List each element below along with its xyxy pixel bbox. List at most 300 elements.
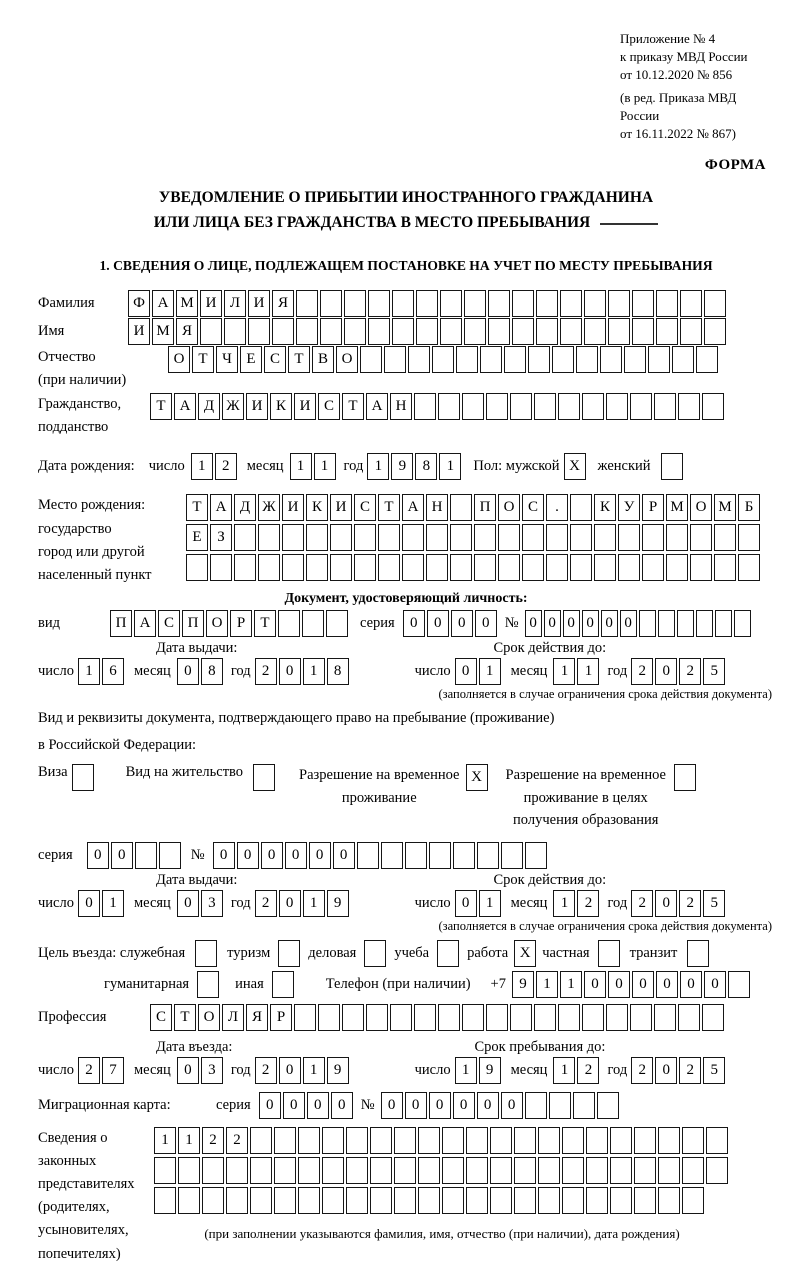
char-cell[interactable] xyxy=(480,346,502,373)
char-cell[interactable] xyxy=(690,524,712,551)
char-cell[interactable] xyxy=(210,554,232,581)
char-cell[interactable] xyxy=(418,1157,440,1184)
char-cell[interactable] xyxy=(234,554,256,581)
char-cell[interactable] xyxy=(504,346,526,373)
char-cell[interactable]: 0 xyxy=(429,1092,451,1119)
char-cell[interactable] xyxy=(490,1187,512,1214)
char-cell[interactable]: 0 xyxy=(381,1092,403,1119)
char-cell[interactable]: 8 xyxy=(415,453,437,480)
char-cell[interactable]: 2 xyxy=(215,453,237,480)
char-cell[interactable] xyxy=(738,554,760,581)
char-cell[interactable] xyxy=(378,524,400,551)
char-cell[interactable]: 5 xyxy=(703,1057,725,1084)
char-cell[interactable]: С xyxy=(264,346,286,373)
char-cell[interactable] xyxy=(426,524,448,551)
char-cell[interactable] xyxy=(354,524,376,551)
char-cell[interactable] xyxy=(734,610,751,637)
char-cell[interactable] xyxy=(549,1092,571,1119)
char-cell[interactable]: 0 xyxy=(620,610,637,637)
char-cell[interactable]: 1 xyxy=(479,890,501,917)
char-cell[interactable] xyxy=(538,1127,560,1154)
char-cell[interactable]: 0 xyxy=(655,1057,677,1084)
char-cell[interactable]: О xyxy=(168,346,190,373)
char-cell[interactable]: 5 xyxy=(703,658,725,685)
char-cell[interactable] xyxy=(696,346,718,373)
char-cell[interactable]: 8 xyxy=(201,658,223,685)
char-cell[interactable] xyxy=(135,842,157,869)
char-cell[interactable]: 0 xyxy=(525,610,542,637)
char-cell[interactable]: И xyxy=(294,393,316,420)
char-cell[interactable] xyxy=(394,1157,416,1184)
char-cell[interactable] xyxy=(306,524,328,551)
char-cell[interactable] xyxy=(666,524,688,551)
purpose-official-checkbox[interactable] xyxy=(195,940,217,967)
char-cell[interactable]: 1 xyxy=(455,1057,477,1084)
char-cell[interactable]: Т xyxy=(174,1004,196,1031)
char-cell[interactable] xyxy=(582,393,604,420)
char-cell[interactable]: 0 xyxy=(656,971,678,998)
char-cell[interactable]: 2 xyxy=(631,1057,653,1084)
char-cell[interactable] xyxy=(272,318,294,345)
char-cell[interactable]: А xyxy=(174,393,196,420)
char-cell[interactable] xyxy=(416,290,438,317)
char-cell[interactable]: О xyxy=(690,494,712,521)
char-cell[interactable]: . xyxy=(546,494,568,521)
char-cell[interactable] xyxy=(390,1004,412,1031)
char-cell[interactable] xyxy=(408,346,430,373)
char-cell[interactable] xyxy=(706,1157,728,1184)
char-cell[interactable] xyxy=(354,554,376,581)
char-cell[interactable]: 0 xyxy=(279,658,301,685)
char-cell[interactable] xyxy=(344,290,366,317)
char-cell[interactable] xyxy=(560,318,582,345)
char-cell[interactable]: И xyxy=(246,393,268,420)
char-cell[interactable]: З xyxy=(210,524,232,551)
char-cell[interactable] xyxy=(680,318,702,345)
char-cell[interactable]: 1 xyxy=(178,1127,200,1154)
char-cell[interactable] xyxy=(656,318,678,345)
char-cell[interactable]: 0 xyxy=(584,971,606,998)
char-cell[interactable] xyxy=(344,318,366,345)
char-cell[interactable] xyxy=(322,1127,344,1154)
char-cell[interactable]: О xyxy=(198,1004,220,1031)
char-cell[interactable] xyxy=(562,1157,584,1184)
char-cell[interactable] xyxy=(608,318,630,345)
char-cell[interactable]: 0 xyxy=(427,610,449,637)
char-cell[interactable] xyxy=(562,1187,584,1214)
char-cell[interactable]: 0 xyxy=(213,842,235,869)
char-cell[interactable] xyxy=(600,346,622,373)
char-cell[interactable]: Я xyxy=(176,318,198,345)
char-cell[interactable]: И xyxy=(330,494,352,521)
char-cell[interactable]: И xyxy=(200,290,222,317)
char-cell[interactable] xyxy=(510,393,532,420)
char-cell[interactable] xyxy=(154,1157,176,1184)
purpose-humanitarian-checkbox[interactable] xyxy=(197,971,219,998)
char-cell[interactable]: К xyxy=(306,494,328,521)
char-cell[interactable] xyxy=(322,1187,344,1214)
char-cell[interactable]: 0 xyxy=(309,842,331,869)
char-cell[interactable] xyxy=(474,554,496,581)
temp-residence-checkbox[interactable]: X xyxy=(466,764,488,791)
char-cell[interactable] xyxy=(486,393,508,420)
char-cell[interactable] xyxy=(159,842,181,869)
char-cell[interactable] xyxy=(570,524,592,551)
char-cell[interactable]: 9 xyxy=(479,1057,501,1084)
char-cell[interactable] xyxy=(226,1157,248,1184)
char-cell[interactable]: Т xyxy=(150,393,172,420)
char-cell[interactable]: 1 xyxy=(314,453,336,480)
char-cell[interactable] xyxy=(414,1004,436,1031)
char-cell[interactable]: 2 xyxy=(631,890,653,917)
char-cell[interactable]: 1 xyxy=(303,658,325,685)
char-cell[interactable] xyxy=(464,318,486,345)
char-cell[interactable] xyxy=(298,1127,320,1154)
char-cell[interactable] xyxy=(462,1004,484,1031)
char-cell[interactable] xyxy=(368,318,390,345)
char-cell[interactable]: Р xyxy=(270,1004,292,1031)
char-cell[interactable] xyxy=(450,554,472,581)
char-cell[interactable] xyxy=(634,1157,656,1184)
char-cell[interactable]: 1 xyxy=(479,658,501,685)
char-cell[interactable]: М xyxy=(176,290,198,317)
char-cell[interactable]: И xyxy=(128,318,150,345)
char-cell[interactable] xyxy=(226,1187,248,1214)
char-cell[interactable]: 1 xyxy=(154,1127,176,1154)
char-cell[interactable]: 2 xyxy=(679,1057,701,1084)
char-cell[interactable] xyxy=(632,318,654,345)
char-cell[interactable] xyxy=(370,1187,392,1214)
char-cell[interactable]: А xyxy=(366,393,388,420)
char-cell[interactable] xyxy=(294,1004,316,1031)
char-cell[interactable]: 0 xyxy=(405,1092,427,1119)
char-cell[interactable]: 0 xyxy=(177,1057,199,1084)
char-cell[interactable] xyxy=(302,610,324,637)
char-cell[interactable] xyxy=(442,1157,464,1184)
char-cell[interactable] xyxy=(510,1004,532,1031)
char-cell[interactable] xyxy=(202,1157,224,1184)
char-cell[interactable] xyxy=(678,393,700,420)
char-cell[interactable]: Я xyxy=(272,290,294,317)
char-cell[interactable] xyxy=(224,318,246,345)
char-cell[interactable] xyxy=(642,554,664,581)
char-cell[interactable] xyxy=(608,290,630,317)
char-cell[interactable] xyxy=(429,842,451,869)
char-cell[interactable]: 2 xyxy=(226,1127,248,1154)
char-cell[interactable] xyxy=(634,1187,656,1214)
char-cell[interactable] xyxy=(392,318,414,345)
char-cell[interactable]: Ж xyxy=(258,494,280,521)
char-cell[interactable] xyxy=(453,842,475,869)
char-cell[interactable]: О xyxy=(498,494,520,521)
char-cell[interactable]: Р xyxy=(642,494,664,521)
char-cell[interactable] xyxy=(642,524,664,551)
char-cell[interactable]: В xyxy=(312,346,334,373)
char-cell[interactable] xyxy=(586,1157,608,1184)
char-cell[interactable] xyxy=(714,554,736,581)
temp-residence-edu-checkbox[interactable] xyxy=(674,764,696,791)
char-cell[interactable] xyxy=(378,554,400,581)
char-cell[interactable]: 1 xyxy=(191,453,213,480)
char-cell[interactable]: 0 xyxy=(177,890,199,917)
char-cell[interactable] xyxy=(678,1004,700,1031)
char-cell[interactable] xyxy=(426,554,448,581)
char-cell[interactable] xyxy=(610,1127,632,1154)
char-cell[interactable]: Л xyxy=(224,290,246,317)
purpose-tourism-checkbox[interactable] xyxy=(278,940,300,967)
char-cell[interactable] xyxy=(618,554,640,581)
char-cell[interactable] xyxy=(450,494,472,521)
char-cell[interactable] xyxy=(474,524,496,551)
char-cell[interactable] xyxy=(512,318,534,345)
char-cell[interactable]: 2 xyxy=(255,658,277,685)
char-cell[interactable]: 0 xyxy=(655,890,677,917)
char-cell[interactable] xyxy=(320,318,342,345)
char-cell[interactable]: Ч xyxy=(216,346,238,373)
char-cell[interactable]: 9 xyxy=(327,890,349,917)
char-cell[interactable] xyxy=(738,524,760,551)
char-cell[interactable]: 0 xyxy=(680,971,702,998)
char-cell[interactable]: Н xyxy=(390,393,412,420)
char-cell[interactable]: О xyxy=(336,346,358,373)
char-cell[interactable]: 0 xyxy=(601,610,618,637)
char-cell[interactable] xyxy=(477,842,499,869)
char-cell[interactable] xyxy=(248,318,270,345)
char-cell[interactable] xyxy=(586,1127,608,1154)
char-cell[interactable] xyxy=(416,318,438,345)
char-cell[interactable] xyxy=(346,1187,368,1214)
char-cell[interactable] xyxy=(514,1127,536,1154)
char-cell[interactable] xyxy=(274,1157,296,1184)
char-cell[interactable]: П xyxy=(110,610,132,637)
char-cell[interactable] xyxy=(274,1127,296,1154)
char-cell[interactable]: А xyxy=(152,290,174,317)
char-cell[interactable]: Д xyxy=(234,494,256,521)
char-cell[interactable] xyxy=(696,610,713,637)
char-cell[interactable]: 0 xyxy=(477,1092,499,1119)
char-cell[interactable]: 0 xyxy=(544,610,561,637)
char-cell[interactable]: Т xyxy=(186,494,208,521)
char-cell[interactable] xyxy=(715,610,732,637)
char-cell[interactable] xyxy=(462,393,484,420)
char-cell[interactable]: 2 xyxy=(679,658,701,685)
char-cell[interactable] xyxy=(528,346,550,373)
char-cell[interactable] xyxy=(706,1127,728,1154)
char-cell[interactable] xyxy=(402,554,424,581)
char-cell[interactable] xyxy=(318,1004,340,1031)
char-cell[interactable] xyxy=(586,1187,608,1214)
char-cell[interactable] xyxy=(562,1127,584,1154)
char-cell[interactable]: М xyxy=(152,318,174,345)
char-cell[interactable]: 0 xyxy=(582,610,599,637)
char-cell[interactable] xyxy=(394,1127,416,1154)
char-cell[interactable]: Д xyxy=(198,393,220,420)
char-cell[interactable] xyxy=(606,1004,628,1031)
char-cell[interactable] xyxy=(442,1187,464,1214)
char-cell[interactable] xyxy=(298,1157,320,1184)
char-cell[interactable] xyxy=(536,318,558,345)
char-cell[interactable] xyxy=(525,1092,547,1119)
char-cell[interactable]: Е xyxy=(186,524,208,551)
char-cell[interactable] xyxy=(296,318,318,345)
char-cell[interactable]: 1 xyxy=(303,1057,325,1084)
char-cell[interactable] xyxy=(597,1092,619,1119)
char-cell[interactable]: 0 xyxy=(403,610,425,637)
visa-checkbox[interactable] xyxy=(72,764,94,791)
char-cell[interactable] xyxy=(370,1157,392,1184)
char-cell[interactable] xyxy=(258,554,280,581)
char-cell[interactable] xyxy=(466,1157,488,1184)
char-cell[interactable]: 0 xyxy=(475,610,497,637)
char-cell[interactable]: 0 xyxy=(279,890,301,917)
char-cell[interactable]: 1 xyxy=(439,453,461,480)
char-cell[interactable]: О xyxy=(206,610,228,637)
char-cell[interactable]: 0 xyxy=(307,1092,329,1119)
char-cell[interactable] xyxy=(490,1157,512,1184)
char-cell[interactable]: П xyxy=(182,610,204,637)
char-cell[interactable] xyxy=(440,318,462,345)
char-cell[interactable] xyxy=(682,1187,704,1214)
char-cell[interactable]: 0 xyxy=(177,658,199,685)
char-cell[interactable]: 1 xyxy=(536,971,558,998)
char-cell[interactable] xyxy=(514,1157,536,1184)
char-cell[interactable]: 0 xyxy=(451,610,473,637)
char-cell[interactable] xyxy=(366,1004,388,1031)
char-cell[interactable]: 0 xyxy=(111,842,133,869)
char-cell[interactable] xyxy=(200,318,222,345)
char-cell[interactable] xyxy=(250,1157,272,1184)
char-cell[interactable] xyxy=(610,1157,632,1184)
char-cell[interactable] xyxy=(704,318,726,345)
char-cell[interactable]: 1 xyxy=(553,890,575,917)
char-cell[interactable] xyxy=(630,1004,652,1031)
char-cell[interactable] xyxy=(250,1187,272,1214)
char-cell[interactable]: 1 xyxy=(78,658,100,685)
residence-permit-checkbox[interactable] xyxy=(253,764,275,791)
char-cell[interactable]: 8 xyxy=(327,658,349,685)
char-cell[interactable]: 5 xyxy=(703,890,725,917)
char-cell[interactable] xyxy=(666,554,688,581)
char-cell[interactable] xyxy=(525,842,547,869)
char-cell[interactable] xyxy=(606,393,628,420)
char-cell[interactable] xyxy=(534,1004,556,1031)
purpose-business-checkbox[interactable] xyxy=(364,940,386,967)
char-cell[interactable]: Я xyxy=(246,1004,268,1031)
char-cell[interactable]: А xyxy=(210,494,232,521)
male-checkbox[interactable]: X xyxy=(564,453,586,480)
char-cell[interactable] xyxy=(498,554,520,581)
char-cell[interactable] xyxy=(610,1187,632,1214)
char-cell[interactable] xyxy=(594,524,616,551)
char-cell[interactable] xyxy=(154,1187,176,1214)
char-cell[interactable] xyxy=(702,1004,724,1031)
char-cell[interactable] xyxy=(346,1127,368,1154)
char-cell[interactable] xyxy=(330,554,352,581)
char-cell[interactable]: С xyxy=(354,494,376,521)
char-cell[interactable] xyxy=(558,1004,580,1031)
char-cell[interactable]: Т xyxy=(378,494,400,521)
char-cell[interactable]: 6 xyxy=(102,658,124,685)
char-cell[interactable] xyxy=(486,1004,508,1031)
char-cell[interactable]: С xyxy=(522,494,544,521)
char-cell[interactable] xyxy=(466,1127,488,1154)
char-cell[interactable] xyxy=(658,610,675,637)
char-cell[interactable]: Т xyxy=(254,610,276,637)
char-cell[interactable]: 0 xyxy=(283,1092,305,1119)
char-cell[interactable]: 9 xyxy=(512,971,534,998)
char-cell[interactable]: 0 xyxy=(261,842,283,869)
char-cell[interactable] xyxy=(381,842,403,869)
female-checkbox[interactable] xyxy=(661,453,683,480)
char-cell[interactable] xyxy=(570,554,592,581)
purpose-work-checkbox[interactable]: X xyxy=(514,940,536,967)
char-cell[interactable]: 2 xyxy=(78,1057,100,1084)
purpose-private-checkbox[interactable] xyxy=(598,940,620,967)
char-cell[interactable] xyxy=(618,524,640,551)
char-cell[interactable]: У xyxy=(618,494,640,521)
char-cell[interactable] xyxy=(432,346,454,373)
char-cell[interactable]: 1 xyxy=(553,658,575,685)
char-cell[interactable] xyxy=(405,842,427,869)
char-cell[interactable] xyxy=(538,1157,560,1184)
char-cell[interactable] xyxy=(680,290,702,317)
char-cell[interactable]: 0 xyxy=(453,1092,475,1119)
char-cell[interactable] xyxy=(584,318,606,345)
char-cell[interactable] xyxy=(656,290,678,317)
char-cell[interactable]: Т xyxy=(288,346,310,373)
char-cell[interactable]: 3 xyxy=(201,890,223,917)
char-cell[interactable]: И xyxy=(248,290,270,317)
char-cell[interactable]: 0 xyxy=(608,971,630,998)
char-cell[interactable]: 0 xyxy=(563,610,580,637)
char-cell[interactable]: Е xyxy=(240,346,262,373)
char-cell[interactable] xyxy=(728,971,750,998)
char-cell[interactable] xyxy=(682,1127,704,1154)
char-cell[interactable]: 2 xyxy=(202,1127,224,1154)
char-cell[interactable]: А xyxy=(402,494,424,521)
char-cell[interactable]: С xyxy=(158,610,180,637)
char-cell[interactable]: И xyxy=(282,494,304,521)
char-cell[interactable] xyxy=(654,1004,676,1031)
char-cell[interactable]: 0 xyxy=(655,658,677,685)
char-cell[interactable] xyxy=(534,393,556,420)
char-cell[interactable]: Р xyxy=(230,610,252,637)
char-cell[interactable] xyxy=(250,1127,272,1154)
char-cell[interactable] xyxy=(258,524,280,551)
char-cell[interactable]: 3 xyxy=(201,1057,223,1084)
char-cell[interactable] xyxy=(368,290,390,317)
char-cell[interactable] xyxy=(490,1127,512,1154)
char-cell[interactable] xyxy=(682,1157,704,1184)
char-cell[interactable] xyxy=(392,290,414,317)
char-cell[interactable] xyxy=(658,1157,680,1184)
char-cell[interactable] xyxy=(296,290,318,317)
char-cell[interactable]: 0 xyxy=(87,842,109,869)
char-cell[interactable] xyxy=(536,290,558,317)
char-cell[interactable] xyxy=(320,290,342,317)
char-cell[interactable] xyxy=(702,393,724,420)
char-cell[interactable] xyxy=(282,524,304,551)
char-cell[interactable]: К xyxy=(594,494,616,521)
char-cell[interactable] xyxy=(342,1004,364,1031)
char-cell[interactable] xyxy=(584,290,606,317)
char-cell[interactable]: 1 xyxy=(303,890,325,917)
char-cell[interactable] xyxy=(634,1127,656,1154)
char-cell[interactable] xyxy=(488,318,510,345)
char-cell[interactable]: М xyxy=(714,494,736,521)
char-cell[interactable] xyxy=(573,1092,595,1119)
char-cell[interactable] xyxy=(418,1127,440,1154)
